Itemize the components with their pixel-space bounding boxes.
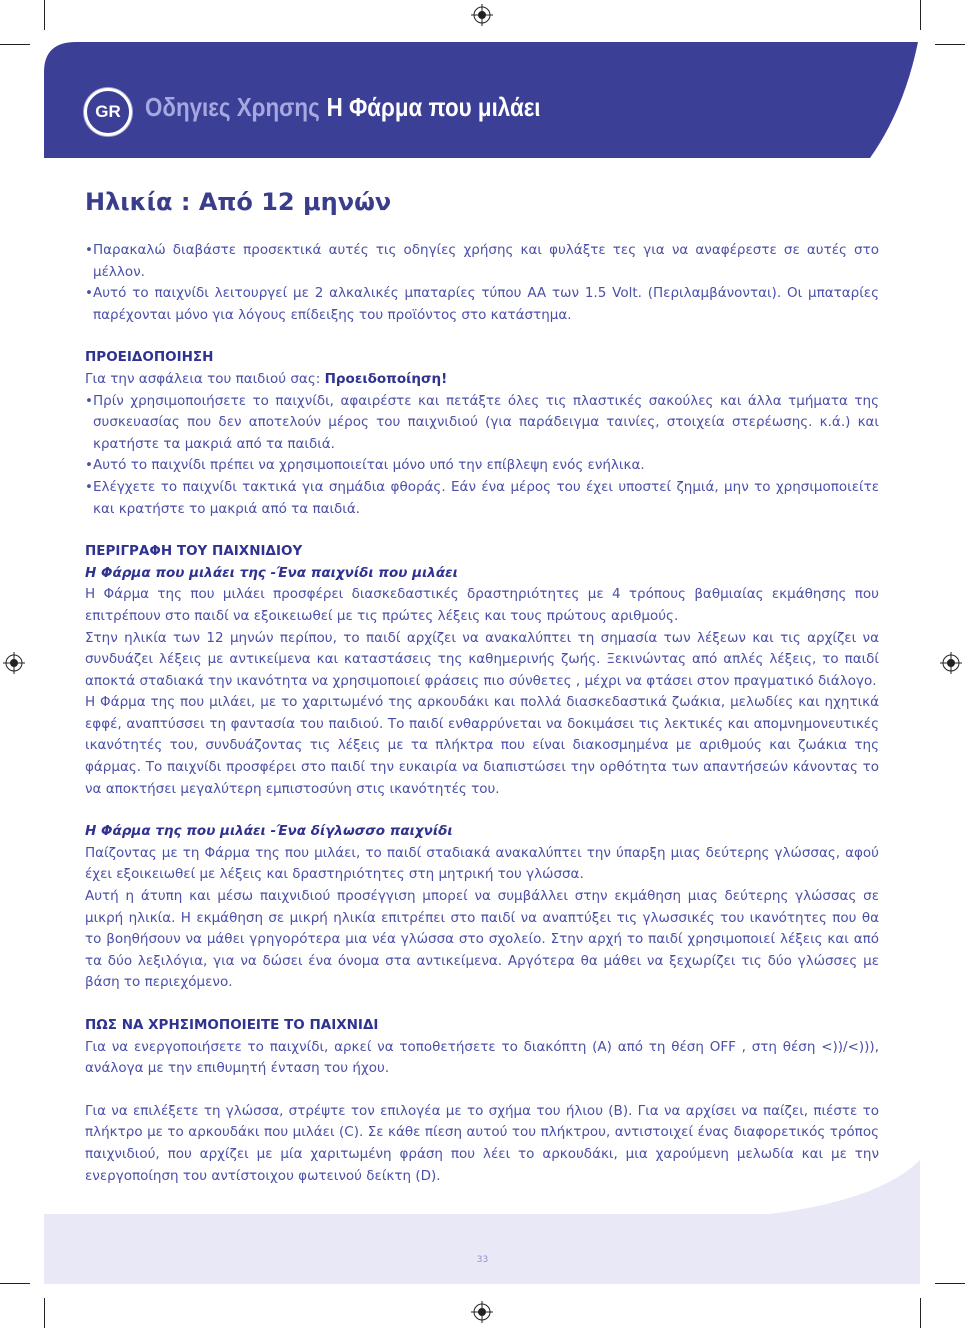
description-paragraph-1: Η Φάρμα της που μιλάει προσφέρει διασκεδαστικές δραστηριότητες με 4 τρόπους βαθμιαίας εκμάθησης που επιτρέπουν στο παιδί να εξοικειωθεί με τις πρώτες λέξεις και τους πρώτους αριθμούς. xyxy=(85,586,879,624)
usage-title: ΠΩΣ ΝΑ ΧΡΗΣΙΜΟΠΟΙΕΙΤΕ ΤΟ ΠΑΙΧΝΙΔΙ xyxy=(85,1017,379,1033)
warning-intro-bold: Προειδοποίηση! xyxy=(324,370,448,387)
bilingual-paragraph-2: Αυτή η άτυπη και μέσω παιχνιδιού προσέγγιση μπορεί να συμβάλλει στην εκμάθηση μιας δεύτερης γλώσσας σε μικρή ηλικία. Η εκμάθηση σε μικρή ηλικία επιτρέπει στο παιδί να αναπτύξει τις γλωσσικές του ικανότητες που θα το βοηθήσουν να μάθει γρηγορότερα μια νέα γλώσσα στο σχολείο. Στην αρχή το παιδί χρησιμοποιεί λέξεις και από τα δύο λεξιλόγια, για να δώσει ένα όνομα στα αντικείμενα. Αργότερα θα μάθει να ξεχωρίζει τις δύο γλώσσες με βάση το περιεχόμενο. xyxy=(85,888,879,991)
usage-paragraph-2: Για να επιλέξετε τη γλώσσα, στρέψτε τον επιλογέα με το σχήμα του ήλιου (B). Για να αρχίσει να παίζει, πιέστε το πλήκτρο με το αρκουδάκι που μιλάει (C). Σε κάθε πίεση αυτού του πλήκτρου, αντιστοιχεί ένας διαφορετικός τρόπος παιχνιδιού, που αρχίζει με μία χαριτωμένη φράση που λέει το αρκουδάκι, μια χαρούμενη μελωδία και με την ενεργοποίηση του αντίστοιχου φωτεινού δείκτη (D). xyxy=(85,1102,879,1184)
age-heading: Ηλικία : Από 12 μηνών xyxy=(85,188,392,216)
warning-intro xyxy=(85,369,879,391)
language-badge: GR xyxy=(84,88,132,136)
header-title xyxy=(145,92,541,123)
registration-mark-bottom-icon xyxy=(471,1301,493,1323)
header-band xyxy=(0,0,965,160)
warning-bullet-2: • Αυτό το παιχνίδι πρέπει να χρησιμοποιείται μόνο υπό την επίβλεψη ενός ενήλικα. xyxy=(85,455,879,477)
description-paragraph-3: Η Φάρμα της που μιλάει, με το χαριτωμένό της αρκουδάκι και πολλά διασκεδαστικά ζωάκια, μελωδίες και ηχητικά εφφέ, αναπτύσσει τη φαντασία του παιδιού. Το παιδί ενθαρρύνεται να δοκιμάσει τις λεκτικές και απομνημονευτικές ικανότητές του, συνδυάζοντας τις λέξεις με τα πλήκτρα που είναι διακοσμημένα με αριθμούς και ζωάκια της φάρμας. Το παιχνίδι προσφέρει στο παιδί την ευκαιρία να διαπιστώσει την ορθότητα των απαντήσεών κάνοντας το να αποκτήσει μεγαλύτερη εμπιστοσύνη στις ικανότητές του. xyxy=(85,694,879,797)
bilingual-paragraph-1: Παίζοντας με τη Φάρμα της που μιλάει, το παιδί σταδιακά ανακαλύπτει την ύπαρξη μιας δεύτερης γλώσσας, αφού έχει εξοικειωθεί με λέξεις και δραστηριότητες στη μητρική του γλώσσα. xyxy=(85,844,879,883)
bilingual-subtitle: Η Φάρμα της που μιλάει -Ένα δίγλωσσο παιχνίδι xyxy=(85,823,453,840)
warning-bullet-1: • Πρίν χρησιμοποιήσετε το παιχνίδι, αφαιρέστε και πετάξτε όλες τις πλαστικές σακούλες και άλλα τμήματα της συσκευασίας που δεν αποτελούν μέρος του παιχνιδιού (για παράδειγμα ταινίες, στοιχεία στερέωσης. κ.ά.) και κρατήστε τα μακριά από τα παιδιά. xyxy=(85,391,879,456)
description-title: ΠΕΡΙΓΡΑΦΗ ΤΟΥ ΠΑΙΧΝΙΔΙΟΥ xyxy=(85,543,303,560)
warning-bullet-3: • Ελέγχετε το παιχνίδι τακτικά για σημάδια φθοράς. Εάν ένα μέρος του έχει υποστεί ζημιά, μην το χρησιμοποιείτε και κρατήστε το μακριά από τα παιδιά. xyxy=(85,477,879,520)
intro-bullet-1: • Παρακαλώ διαβάστε προσεκτικά αυτές τις οδηγίες χρήσης και φυλάξτε τες για να αναφέρεστε σε αυτές στο μέλλον. xyxy=(85,240,879,283)
registration-mark-left-icon xyxy=(3,652,25,674)
intro-bullet-2: • Αυτό το παιχνίδι λειτουργεί με 2 αλκαλικές μπαταρίες τύπου AA των 1.5 Volt. (Περιλαμβάνονται). Οι μπαταρίες παρέχονται μόνο για λόγους επίδειξης του προϊόντος στο κατάστημα. xyxy=(85,283,879,326)
header-title-product: Η Φάρμα που μιλάει xyxy=(326,92,541,122)
document-body xyxy=(85,240,879,1187)
footer-band xyxy=(0,1160,965,1290)
registration-mark-right-icon xyxy=(940,652,962,674)
crop-mark-bl-v xyxy=(44,1298,45,1328)
warning-title: ΠΡΟΕΙΔΟΠΟΙΗΣΗ xyxy=(85,349,214,366)
header-title-lead: Οδηγιες Χρησης xyxy=(145,92,320,122)
warning-intro-text: Για την ασφάλεια του παιδιού σας: xyxy=(85,370,325,387)
usage-paragraph-1: Για να ενεργοποιήσετε το παιχνίδι, αρκεί να τοποθετήσετε το διακόπτη (A) από τη θέση OFF , στη θέση <))/<))), ανάλογα με την επιθυμητή ένταση του ήχου. xyxy=(85,1038,879,1077)
description-paragraph-2: Στην ηλικία των 12 μηνών περίπου, το παιδί αρχίζει να ανακαλύπτει τη σημασία των λέξεων και τις αρχίζει να συνδυάζει λέξεις με αντικείμενα και καταστάσεις της καθημερινής ζωής. Ξεκινώντας από απλές λέξεις, το παιδί αποκτά σταδιακά την ικανότητα να χρησιμοποιεί φράσεις πιο σύνθετες , μέχρι να φτάσει στον πραγματικό διάλογο. xyxy=(85,629,879,689)
description-subtitle: Η Φάρμα που μιλάει της -Ένα παιχνίδι που μιλάει xyxy=(85,564,458,581)
page-number: 33 xyxy=(476,1255,489,1265)
crop-mark-br-v xyxy=(920,1298,921,1328)
